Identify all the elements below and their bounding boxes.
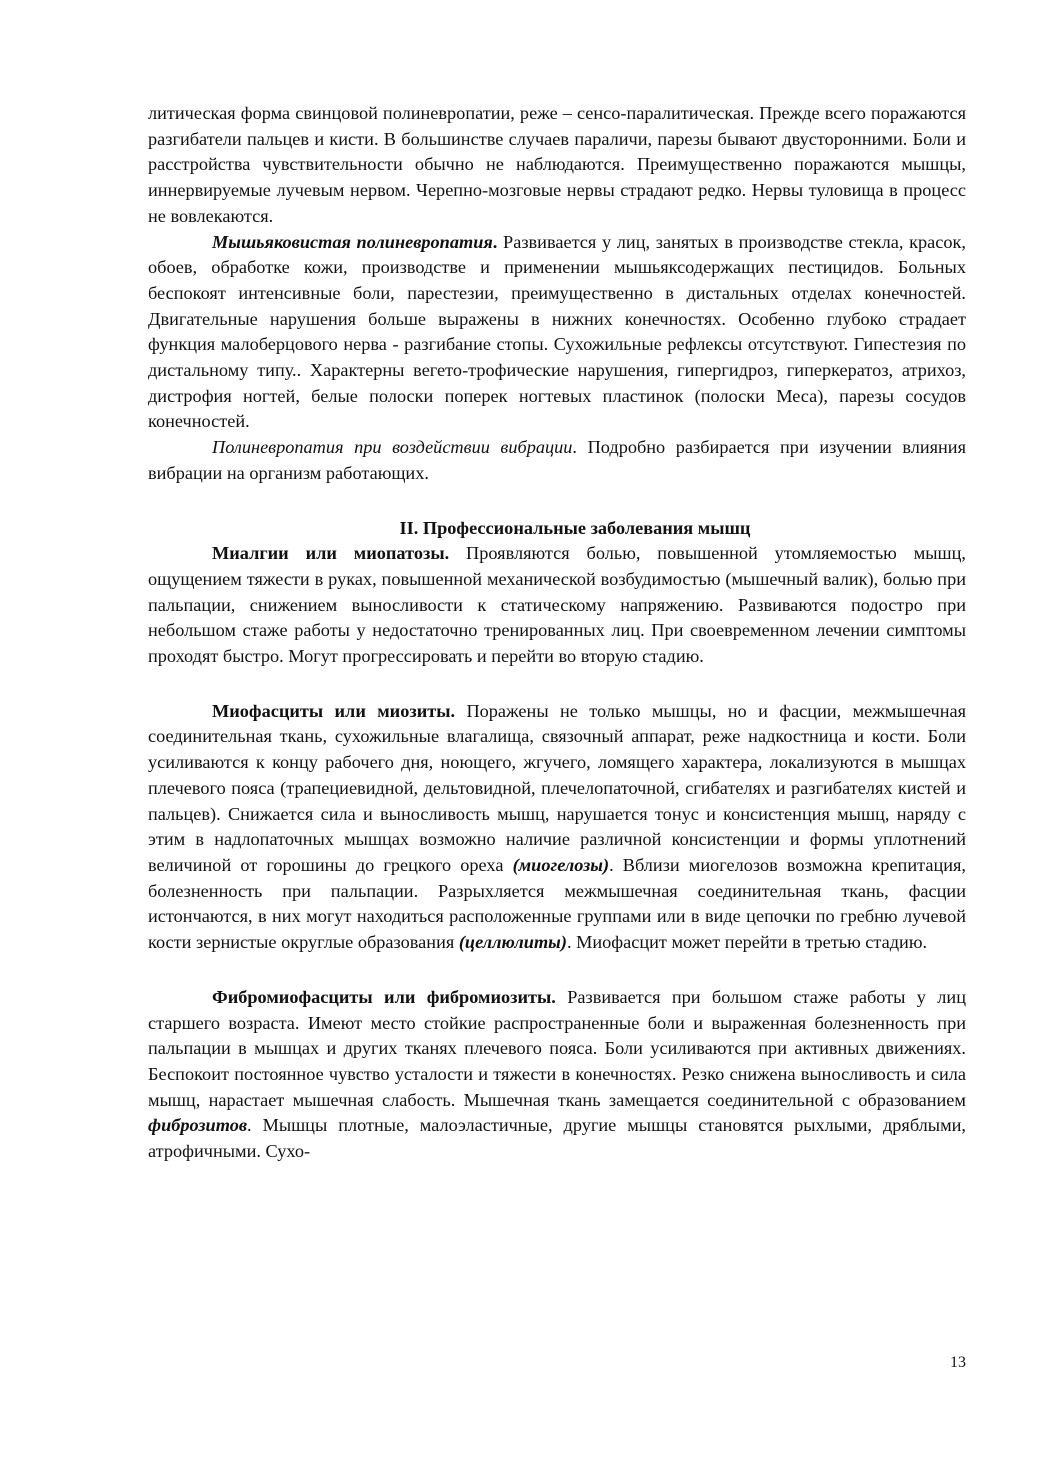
paragraph-vibration-polyneuropathy (148, 435, 966, 486)
paragraph-text: . Мышцы плотные, малоэластичные, другие мышцы становятся рыхлыми, дряблыми, атрофичными. Сухо- (148, 1115, 966, 1162)
term-myogeloses: (миогелозы) (512, 854, 610, 875)
term-fibromyofasciitis: Фибромиофасциты или фибромиозиты. (212, 986, 556, 1007)
term-myalgia: Миалгии или миопатозы. (212, 543, 450, 564)
term-cellulites: (целлюлиты) (458, 932, 567, 953)
term-myofasciitis: Миофасциты или миозиты. (212, 700, 456, 721)
paragraph-text: Развивается при большом стаже работы у лиц старшего возраста. Имеют место стойкие распространенные боли и выраженная болезненность при пальпации в мышцах и других тканях плечевого пояса. Боли усиливаются при активных движениях. Беспокоит постоянное чувство усталости и тяжести в конечностях. Резко снижена выносливость и сила мышц, нарастает мышечная слабость. Мышечная ткань замещается соединительной с образованием (148, 986, 966, 1110)
page-number: 13 (950, 1354, 966, 1371)
paragraph-myalgia (148, 541, 966, 670)
paragraph-text: . Вблизи миогелозов возможна крепитация, болезненность при пальпации. Разрыхляется межмышечная соединительная ткань, фасции истончаются, в них могут находиться расположенные группами или в виде цепочки по гребню лучевой кости зернистые округлые образования (148, 854, 966, 953)
term-vibration-polyneuropathy: Полиневропатия при воздействии вибрации (212, 437, 573, 458)
body-text (148, 101, 966, 1165)
section-heading: II. Профессиональные заболевания мышц (399, 517, 751, 538)
paragraph-text: Проявляются болью, повышенной утомляемостью мышц, ощущением тяжести в руках, повышенной механической возбудимостью (мышечный валик), болью при пальпации, снижением выносливости к статическому напряжению. Развиваются подостро при небольшом стаже работы у недостаточно тренированных лиц. При своевременном лечении симптомы проходят быстро. Могут прогрессировать и перейти во вторую стадию. (148, 543, 966, 667)
paragraph-lead-polyneuropathy (148, 101, 966, 230)
paragraph-myofasciitis (148, 699, 966, 956)
paragraph-arsenic-polyneuropathy (148, 230, 966, 436)
paragraph-text: . Подробно разбирается при изучении влияния вибрации на организм работающих. (148, 437, 966, 483)
paragraph-text: . Миофасцит может перейти в третью стадию. (566, 932, 928, 953)
paragraph-fibromyofasciitis (148, 985, 966, 1165)
paragraph-text: Развивается у лиц, занятых в производстве стекла, красок, обоев, обработке кожи, производстве и применении мышьяксодержащих пестицидов. Больных беспокоят интенсивные боли, парестезии, преимущественно в дистальных отделах конечностей. Двигательные нарушения больше выражены в нижних конечностях. Особенно глубоко страдает функция малоберцового нерва - разгибание стопы. Сухожильные рефлексы отсутствуют. Гипестезия по дистальному типу.. Характерны вегето-трофические нарушения, гипергидроз, гиперкератоз, атрихоз, дистрофия ногтей, белые полоски поперек ногтевых пластинок (полоски Меса), парезы сосудов конечностей. (148, 231, 966, 432)
term-arsenic-polyneuropathy: Мышьяковистая полиневропатия (212, 231, 493, 252)
paragraph-text: литическая форма свинцовой полиневропатии, реже – сенсо-паралитическая. Прежде всего поражаются разгибатели пальцев и кисти. В большинстве случаев параличи, парезы бывают двусторонними. Боли и расстройства чувствительности обычно не наблюдаются. Преимущественно поражаются мышцы, иннервируемые лучевым нервом. Черепно-мозговые нервы страдают редко. Нервы туловища в процесс не вовлекаются. (148, 103, 966, 226)
term-fibrosites: фиброзитов (148, 1115, 248, 1136)
term-period: . (492, 231, 498, 252)
paragraph-text: Поражены не только мышцы, но и фасции, межмышечная соединительная ткань, сухожильные влагалища, связочный аппарат, реже надкостница и кости. Боли усиливаются к концу рабочего дня, ноющего, жгучего, ломящего характера, локализуются в мышцах плечевого пояса (трапециевидной, дельтовидной, плечелопаточной, сгибателях и разгибателях кистей и пальцев). Снижается сила и выносливость мышц, нарушается тонус и консистенция мышц, наряду с этим в надлопаточных мышцах возможно наличие различной консистенции и формы уплотнений величиной от горошины до грецкого ореха (148, 700, 966, 875)
